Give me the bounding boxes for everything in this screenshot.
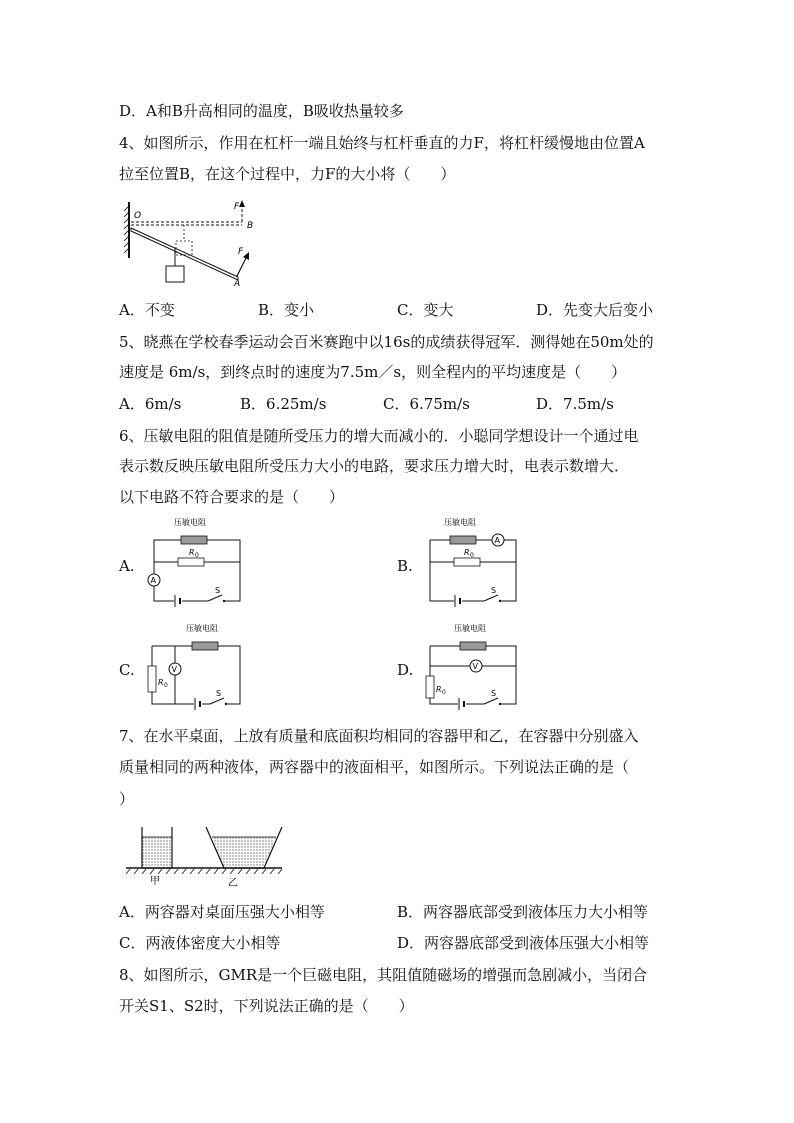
q7-option-d: D．两容器底部受到液体压强大小相等 [397, 934, 650, 952]
label-f-bottom: F [238, 247, 244, 257]
q6-stem-line3: 以下电路不符合要求的是（ ） [119, 488, 345, 506]
q6-option-d-label: D. [397, 661, 414, 679]
q4-option-d: D．先变大后变小 [536, 301, 654, 319]
label-jia: 甲 [150, 876, 160, 887]
r0-subscript: 0 [442, 689, 446, 696]
circuit-d [418, 622, 528, 714]
circuit-c [140, 622, 250, 714]
containers-figure [124, 822, 284, 890]
r0-label: R [464, 548, 470, 557]
q5-option-a: A．6m/s [119, 395, 182, 413]
r0-label: R [436, 685, 442, 694]
q7-option-b: B．两容器底部受到液体压力大小相等 [397, 903, 649, 921]
q5-option-d: D．7.5m/s [536, 395, 614, 413]
switch-label: S [215, 586, 221, 595]
switch-label: S [491, 689, 497, 698]
pressure-resistor-label: 压敏电阻 [444, 518, 476, 527]
label-o: O [134, 211, 142, 221]
r0-subscript: 0 [470, 552, 474, 559]
q4-stem-line1: 4、如图所示，作用在杠杆一端且始终与杠杆垂直的力F，将杠杆缓慢地由位置A [119, 134, 645, 152]
switch-label: S [216, 689, 222, 698]
q7-option-c: C．两液体密度大小相等 [119, 934, 281, 952]
q8-stem-line1: 8、如图所示，GMR是一个巨磁电阻，其阻值随磁场的增强而急剧减小，当闭合 [119, 966, 648, 984]
q5-stem-line1: 5、晓燕在学校春季运动会百米赛跑中以16s的成绩获得冠军．测得她在50m处的 [119, 333, 654, 351]
q4-option-b: B．变小 [258, 301, 315, 319]
q4-option-c: C．变大 [397, 301, 454, 319]
r0-subscript: 0 [164, 682, 168, 689]
pressure-resistor-label: 压敏电阻 [186, 624, 218, 633]
q4-option-a: A．不变 [119, 301, 175, 319]
circuit-a [140, 516, 250, 608]
q6-option-b-label: B. [397, 557, 413, 575]
q6-option-c-label: C. [119, 661, 135, 679]
r0-label: R [158, 678, 164, 687]
q7-stem-line1: 7、在水平桌面，上放有质量和底面积均相同的容器甲和乙，在容器中分别盛入 [119, 727, 639, 745]
q7-stem-line2: 质量相同的两种液体，两容器中的液面相平，如图所示。下列说法正确的是（ [119, 758, 630, 776]
q8-stem-line2: 开关S1、S2时，下列说法正确的是（ ） [119, 997, 414, 1015]
q5-option-b: B．6.25m/s [240, 395, 327, 413]
q5-option-c: C．6.75m/s [383, 395, 470, 413]
r0-subscript: 0 [195, 552, 199, 559]
label-b: B [247, 221, 254, 231]
q6-stem-line2: 表示数反映压敏电阻所受压力大小的电路，要求压力增大时，电表示数增大． [119, 457, 630, 475]
q3-option-d: D．A和B升高相同的温度，B吸收热量较多 [119, 102, 404, 120]
label-a: A [234, 279, 241, 288]
ammeter-icon: A [150, 576, 156, 585]
q5-stem-line2: 速度是 6m/s，到终点时的速度为7.5m／s，则全程内的平均速度是（ ） [119, 363, 627, 381]
pressure-resistor-label: 压敏电阻 [174, 518, 206, 527]
label-yi: 乙 [228, 878, 238, 889]
lever-figure [120, 196, 260, 288]
label-f-top: F [234, 202, 240, 212]
q4-stem-line2: 拉至位置B，在这个过程中，力F的大小将（ ） [119, 165, 456, 183]
q7-stem-line3: ） [119, 790, 135, 808]
pressure-resistor-label: 压敏电阻 [454, 624, 486, 633]
voltmeter-icon: V [171, 665, 177, 674]
ammeter-icon: A [494, 536, 500, 545]
q6-option-a-label: A. [119, 557, 135, 575]
circuit-b [418, 516, 528, 608]
r0-label: R [189, 548, 195, 557]
q7-option-a: A．两容器对桌面压强大小相等 [119, 903, 325, 921]
q6-stem-line1: 6、压敏电阻的阻值是随所受压力的增大而减小的．小聪同学想设计一个通过电 [119, 427, 639, 445]
switch-label: S [491, 586, 497, 595]
voltmeter-icon: V [472, 662, 478, 671]
